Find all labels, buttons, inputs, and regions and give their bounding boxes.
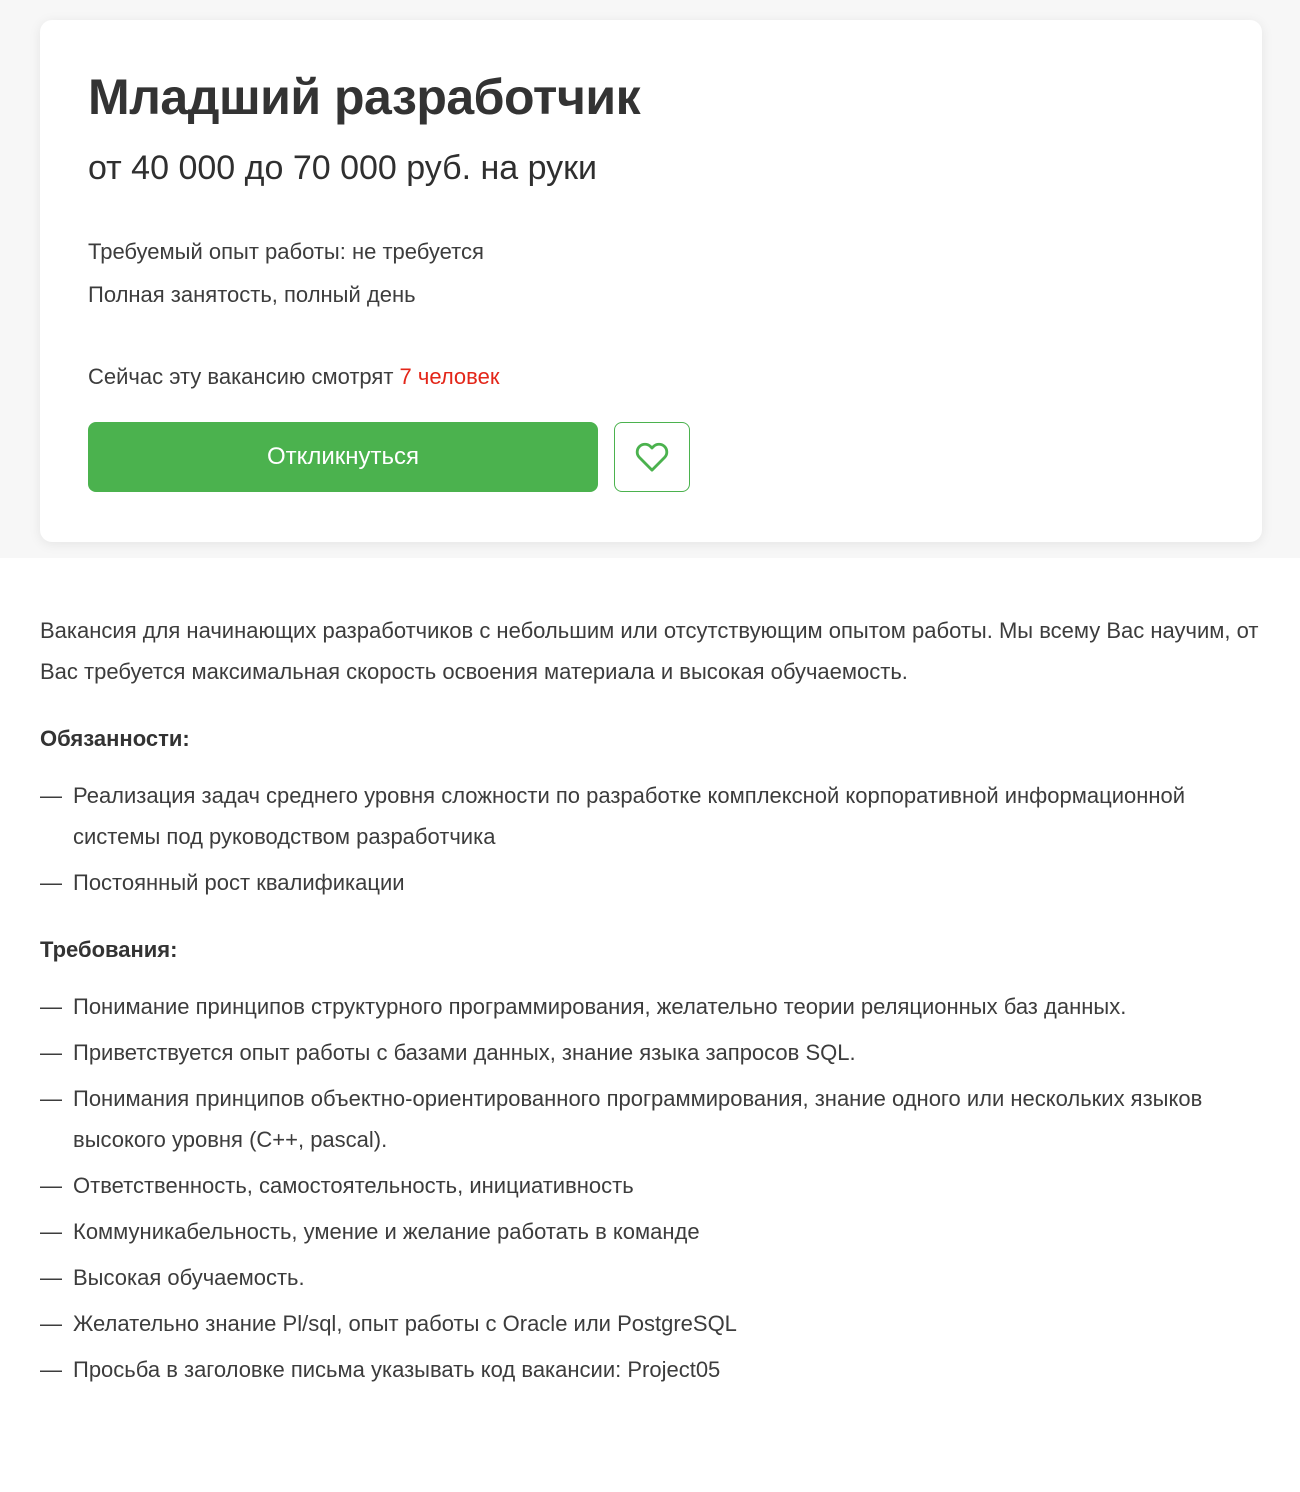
dash-marker: — (40, 1219, 62, 1244)
list-item (40, 1211, 1260, 1252)
section-list (40, 986, 1260, 1390)
list-item-text: Ответственность, самостоятельность, инициативность (73, 1173, 634, 1198)
viewers-line (88, 362, 1214, 392)
list-item (40, 1349, 1260, 1390)
list-item (40, 986, 1260, 1027)
dash-marker: — (40, 1086, 62, 1111)
list-item (40, 1078, 1260, 1160)
list-item-text: Высокая обучаемость. (73, 1265, 305, 1290)
dash-marker: — (40, 994, 62, 1019)
viewers-count: 7 человек (399, 364, 500, 389)
description-sections (40, 718, 1260, 1390)
list-item-text: Постоянный рост квалификации (73, 870, 405, 895)
dash-marker: — (40, 1265, 62, 1290)
section-list (40, 775, 1260, 903)
action-buttons (88, 422, 1214, 492)
vacancy-description (0, 610, 1300, 1425)
dash-marker: — (40, 870, 62, 895)
list-item (40, 862, 1260, 903)
list-item (40, 1032, 1260, 1073)
vacancy-salary: от 40 000 до 70 000 руб. на руки (88, 149, 598, 187)
list-item (40, 1303, 1260, 1344)
dash-marker: — (40, 783, 62, 808)
description-intro: Вакансия для начинающих разработчиков с небольшим или отсутствующим опытом работы. Мы всему Вас научим, от Вас требуется максимальная скорость освоения материала и высокая обучаемость. (40, 618, 1259, 684)
section-heading: Требования: (40, 937, 178, 962)
dash-marker: — (40, 1040, 62, 1065)
hero-band (0, 0, 1300, 558)
description-section (40, 718, 1260, 903)
dash-marker: — (40, 1311, 62, 1336)
vacancy-employment: Полная занятость, полный день (88, 282, 416, 307)
heart-icon (634, 440, 670, 474)
apply-button[interactable]: Откликнуться (88, 422, 598, 492)
list-item (40, 1165, 1260, 1206)
list-item (40, 775, 1260, 857)
list-item-text: Понимание принципов структурного программирования, желательно теории реляционных баз данных. (73, 994, 1127, 1019)
viewers-text: Сейчас эту вакансию смотрят (88, 364, 394, 389)
list-item-text: Реализация задач среднего уровня сложности по разработке комплексной корпоративной информационной системы под руководством разработчика (73, 783, 1186, 849)
vacancy-experience: Требуемый опыт работы: не требуется (88, 239, 484, 264)
section-heading: Обязанности: (40, 726, 190, 751)
list-item-text: Желательно знание Pl/sql, опыт работы с Oracle или PostgreSQL (73, 1311, 737, 1336)
dash-marker: — (40, 1357, 62, 1382)
list-item-text: Коммуникабельность, умение и желание работать в команде (73, 1219, 700, 1244)
list-item-text: Приветствуется опыт работы с базами данных, знание языка запросов SQL. (73, 1040, 856, 1065)
favorite-button[interactable] (614, 422, 690, 492)
dash-marker: — (40, 1173, 62, 1198)
description-section (40, 929, 1260, 1390)
list-item-text: Понимания принципов объектно-ориентированного программирования, знание одного или нескольких языков высокого уровня (C++, pascal). (73, 1086, 1203, 1152)
list-item (40, 1257, 1260, 1298)
list-item-text: Просьба в заголовке письма указывать код вакансии: Project05 (73, 1357, 721, 1382)
vacancy-card (40, 20, 1262, 542)
vacancy-title: Младший разработчик (88, 69, 641, 125)
